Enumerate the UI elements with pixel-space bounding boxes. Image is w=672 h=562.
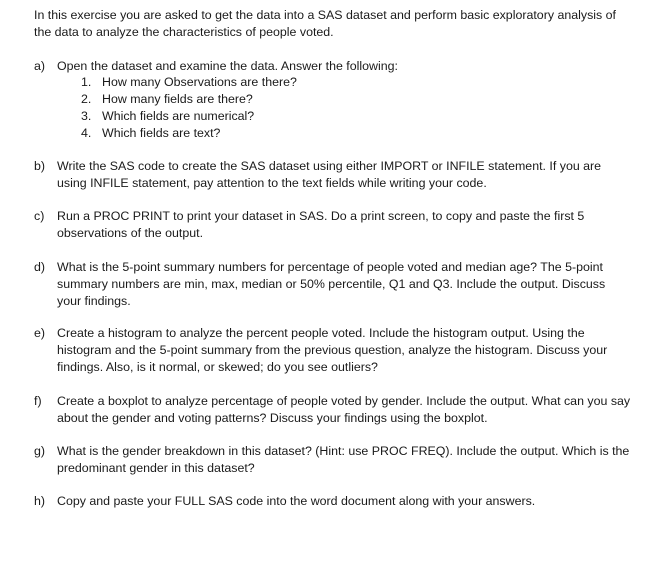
question-letter: d) — [34, 260, 46, 274]
list-item — [81, 108, 581, 125]
question-c — [34, 208, 634, 242]
question-b — [34, 158, 634, 192]
question-letter: h) — [34, 494, 46, 508]
question-d — [34, 259, 634, 310]
question-g — [34, 443, 634, 477]
list-item-text: Which fields are text? — [102, 126, 221, 140]
question-h — [34, 493, 634, 510]
question-text: Run a PROC PRINT to print your dataset in SAS. Do a print screen, to copy and paste the first 5 observations of the output. — [57, 209, 585, 240]
question-f — [34, 393, 634, 427]
question-text: Open the dataset and examine the data. Answer the following: — [57, 59, 398, 73]
question-letter: c) — [34, 209, 45, 223]
question-text: What is the gender breakdown in this dataset? (Hint: use PROC FREQ). Include the output. Which is the predominant gender in this dataset? — [57, 444, 630, 475]
question-letter: g) — [34, 444, 46, 458]
question-e — [34, 325, 634, 376]
question-letter: a) — [34, 59, 46, 73]
subitem-list — [81, 74, 581, 142]
question-text: Write the SAS code to create the SAS dataset using either IMPORT or INFILE statement. If you are using INFILE statement, pay attention to the text fields while writing your code. — [57, 159, 602, 190]
question-letter: e) — [34, 326, 46, 340]
question-text: Copy and paste your FULL SAS code into the word document along with your answers. — [57, 494, 536, 508]
question-text: What is the 5-point summary numbers for percentage of people voted and median age? The 5-point summary numbers are min, max, median or 50% percentile, Q1 and Q3. Include the output. Discuss your findings. — [57, 260, 606, 308]
list-item-text: How many fields are there? — [102, 92, 253, 106]
list-item-number: 3. — [81, 109, 92, 123]
list-item-text: How many Observations are there? — [102, 75, 297, 89]
question-letter: f) — [34, 394, 42, 408]
question-a — [34, 58, 634, 75]
question-letter: b) — [34, 159, 46, 173]
list-item — [81, 125, 581, 142]
list-item-number: 2. — [81, 92, 92, 106]
list-item-number: 1. — [81, 75, 92, 89]
list-item — [81, 74, 581, 91]
list-item — [81, 91, 581, 108]
list-item-text: Which fields are numerical? — [102, 109, 255, 123]
question-text: Create a boxplot to analyze percentage of people voted by gender. Include the output. What can you say about the gender and voting patterns? Discuss your findings using the boxplot. — [57, 394, 631, 425]
intro-paragraph: In this exercise you are asked to get the data into a SAS dataset and perform basic exploratory analysis of the data to analyze the characteristics of people voted. — [34, 8, 616, 39]
list-item-number: 4. — [81, 126, 92, 140]
question-text: Create a histogram to analyze the percent people voted. Include the histogram output. Using the histogram and the 5-point summary from the previous question, analyze the histogram. Discuss your findings. Also, is it normal, or skewed; do you see outliers? — [57, 326, 608, 374]
